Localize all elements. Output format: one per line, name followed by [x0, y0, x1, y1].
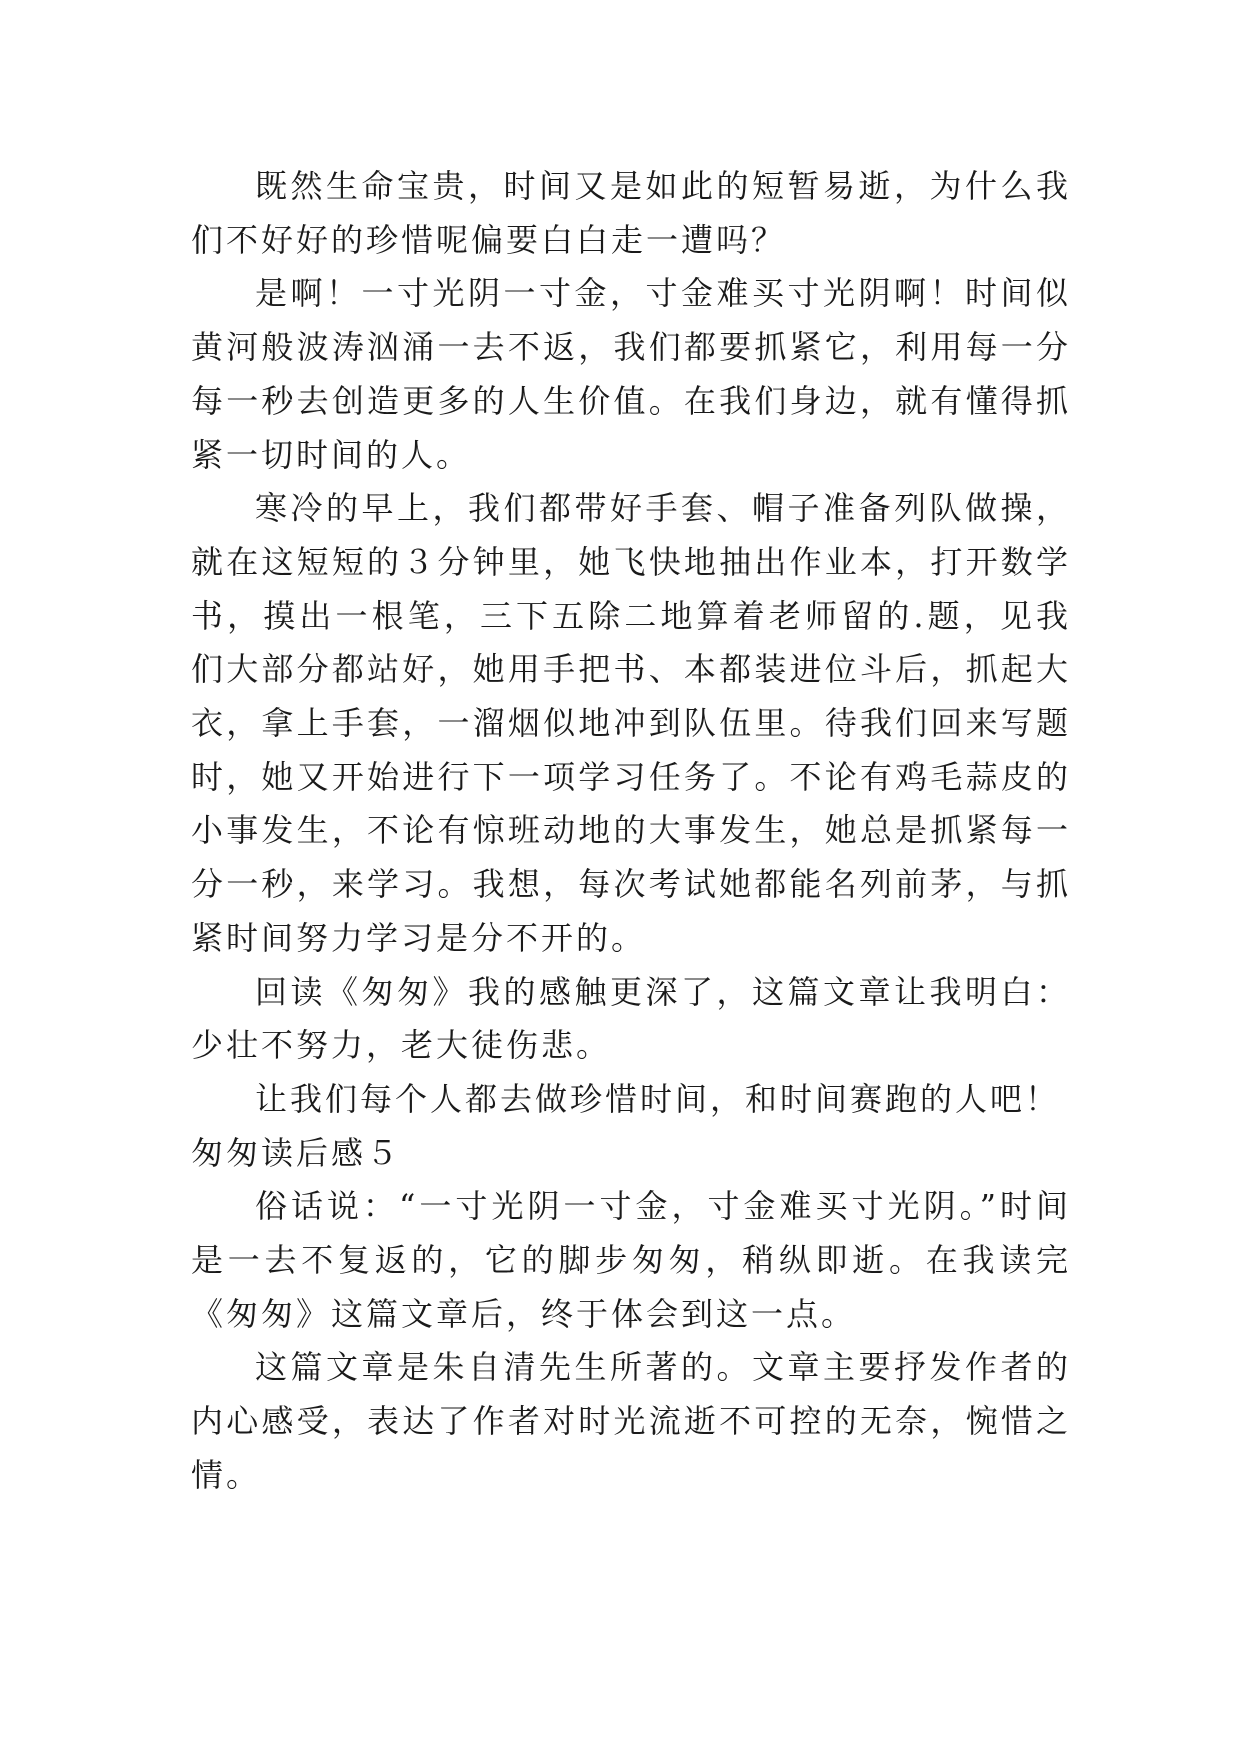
paragraph: 俗话说：“一寸光阴一寸金，寸金难买寸光阴。”时间是一去不复返的，它的脚步匆匆，稍纵即逝。在我读完《匆匆》这篇文章后，终于体会到这一点。 [191, 1187, 1071, 1333]
paragraph: 这篇文章是朱自清先生所著的。文章主要抒发作者的内心感受，表达了作者对时光流逝不可控的无奈，惋惜之情。 [191, 1348, 1071, 1494]
paragraph: 让我们每个人都去做珍惜时间，和时间赛跑的人吧！ [255, 1079, 1061, 1118]
paragraph: 回读《匆匆》我的感触更深了，这篇文章让我明白：少壮不努力，老大徒伤悲。 [191, 972, 1071, 1065]
paragraph: 既然生命宝贵，时间又是如此的短暂易逝，为什么我们不好好的珍惜呢偏要白白走一遭吗？ [191, 167, 1071, 259]
paragraph: 寒冷的早上，我们都带好手套、帽子准备列队做操，就在这短短的３分钟里，她飞快地抽出作业本，打开数学书，摸出一根笔，三下五除二地算着老师留的.题，见我们大部分都站好，她用手把书、本都装进位斗后，抓起大衣，拿上手套，一溜烟似地冲到队伍里。待我们回来写题时，她又开始进行下一项学习任务了。不论有鸡毛蒜皮的小事发生，不论有惊班动地的大事发生，她总是抓紧每一分一秒，来学习。我想，每次考试她都能名列前茅，与抓紧时间努力学习是分不开的。 [191, 489, 1071, 957]
paragraph: 是啊！一寸光阴一寸金，寸金难买寸光阴啊！时间似黄河般波涛汹涌一去不返，我们都要抓紧它，利用每一分每一秒去创造更多的人生价值。在我们身边，就有懂得抓紧一切时间的人。 [191, 274, 1071, 474]
document-body [191, 160, 1071, 1503]
section-heading: 匆匆读后感５ [191, 1133, 402, 1172]
